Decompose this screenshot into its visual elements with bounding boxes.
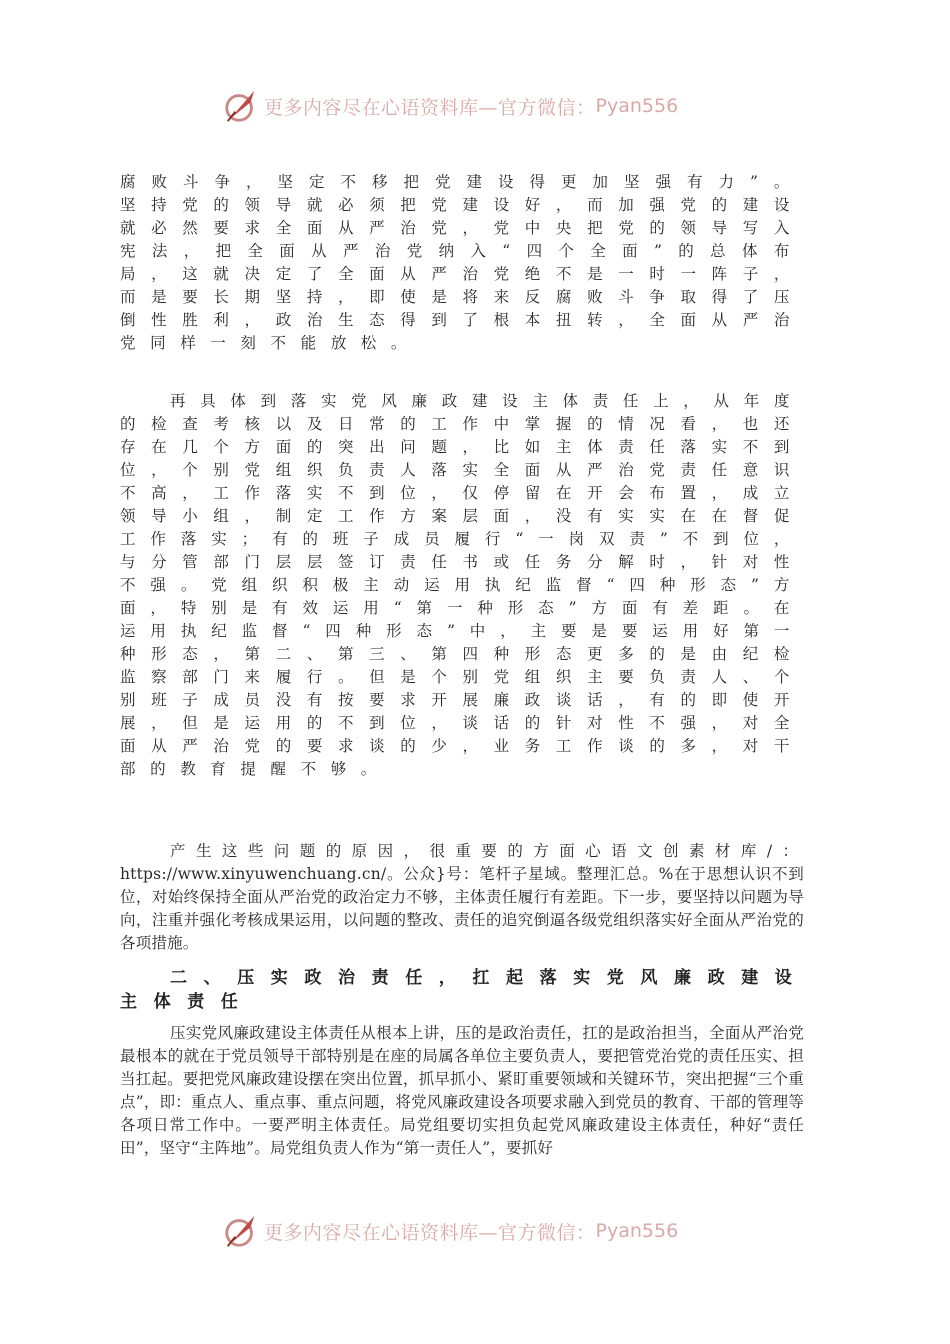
- banner-text: 更多内容尽在心语资料库—官方微信：: [264, 1221, 596, 1244]
- banner-wechat-id: Pyan556: [595, 95, 679, 117]
- section-heading: 二、压实政治责任，扛起落实党风廉政建设主体责任: [120, 968, 809, 1012]
- header-banner: [222, 86, 722, 126]
- paragraph-3: [120, 840, 804, 955]
- quill-logo-icon: [222, 1212, 260, 1250]
- banner-text: 更多内容尽在心语资料库—官方微信：: [264, 96, 596, 119]
- paragraph-3-lead: 产生这些问题的原因，很重要的方面心语文创素材库/：: [170, 842, 804, 860]
- paragraph-4: 压实党风廉政建设主体责任从根本上讲，压的是政治责任，扛的是政治担当，全面从严治党最根本的就在于党员领导干部特别是在座的局属各单位主要负责人，要把管党治党的责任压实、担当扛起。要把党风廉政建设摆在突出位置，抓早抓小、紧盯重要领域和关键环节，突出把握“三个重点”，即：重点人、重点事、重点问题，将党风廉政建设各项要求融入到党员的教育、干部的管理等各项日常工作中。一要严明主体责任。局党组要切实担负起党风廉政建设主体责任，种好“责任田”，坚守“主阵地”。局党组负责人作为“第一责任人”，要抓好: [120, 1024, 804, 1157]
- paragraph-2: 再具体到落实党风廉政建设主体责任上，从年度的检查考核以及日常的工作中掌握的情况看，也还存在几个方面的突出问题，比如主体责任落实不到位，个别党组织负责人落实全面从严治党责任意识不高，工作落实不到位，仅停留在开会布置，成立领导小组，制定工作方案层面，没有实实在在督促工作落实；有的班子成员履行“一岗双责”不到位，与分管部门层层签订责任书或任务分解时，针对性不强。党组织积极主动运用执纪监督“四种形态”方面，特别是有效运用“第一种形态”方面有差距。在运用执纪监督“四种形态”中，主要是要运用好第一种形态，第二、第三、第四种形态更多的是由纪检监察部门来履行。但是个别党组织主要负责人、个别班子成员没有按要求开展廉政谈话，有的即使开展，但是运用的不到位，谈话的针对性不强，对全面从严治党的要求谈的少，业务工作谈的多，对干部的教育提醒不够。: [120, 392, 804, 778]
- paragraph-3-url: https://www.xinyuwenchuang.cn/: [120, 865, 387, 883]
- banner-wechat-id: Pyan556: [595, 1220, 679, 1242]
- footer-banner: [222, 1211, 722, 1251]
- paragraph-1: 腐败斗争，坚定不移把党建设得更加坚强有力”。坚持党的领导就必须把党建设好，而加强党的建设就必然要求全面从严治党，党中央把党的领导写入宪法，把全面从严治党纳入“四个全面”的总体布局，这就决定了全面从严治党绝不是一时一阵子，而是要长期坚持，即使是将来反腐败斗争取得了压倒性胜利，政治生态得到了根本扭转，全面从严治党同样一刻不能放松。: [120, 173, 804, 352]
- paragraph-3-rest: 。公众}号：笔杆子星域。整理汇总。%在于思想认识不到位，对始终保持全面从严治党的政治定力不够，主体责任履行有差距。下一步，要坚持以问题为导向，注重并强化考核成果运用，以问题的整改、责任的追究倒逼各级党组织落实好全面从严治党的各项措施。: [120, 865, 804, 952]
- quill-logo-icon: [222, 87, 260, 125]
